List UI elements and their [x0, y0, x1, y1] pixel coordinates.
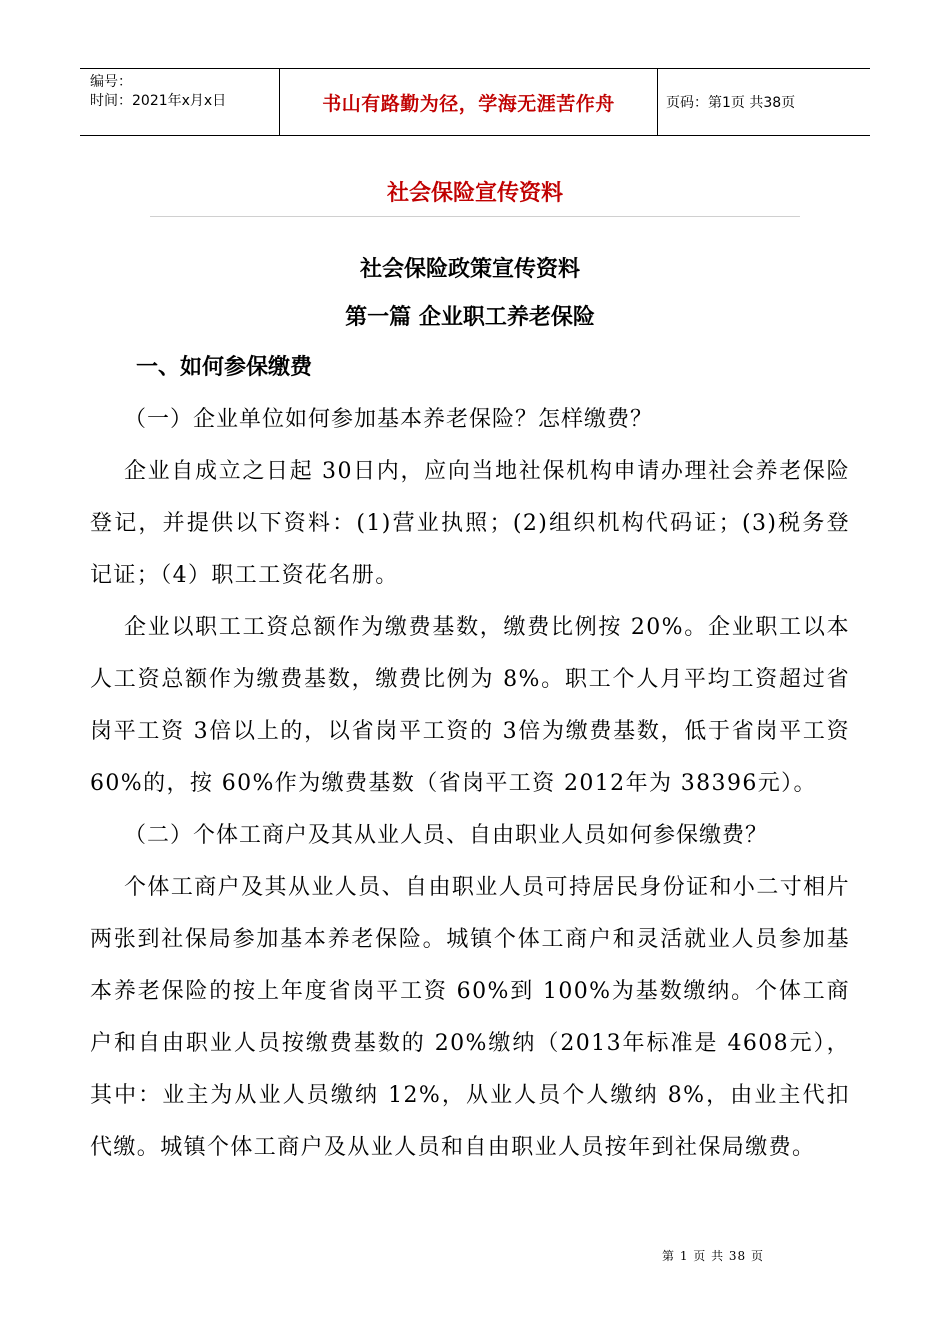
document-title: 社会保险宣传资料 [386, 181, 563, 206]
page-header [80, 68, 870, 136]
page-footer: 第 1 页 共 38 页 [662, 1249, 764, 1263]
header-page-label: 页码：第1页 共38页 [666, 95, 796, 111]
title-divider [150, 216, 800, 217]
chapter-heading: 第一篇 企业职工养老保险 [345, 305, 595, 330]
paragraph-registration: 企业自成立之日起 30日内，应向当地社保机构申请办理社会养老保险登记，并提供以下资料：(1)营业执照；(2)组织机构代码证；(3)税务登记证；（4）职工工资花名册。 [90, 459, 850, 588]
section-heading: 一、如何参保缴费 [136, 355, 313, 380]
subsection-heading-1: （一）企业单位如何参加基本养老保险？怎样缴费？ [124, 407, 654, 432]
document-body [90, 246, 850, 1174]
subsection-heading-2: （二）个体工商户及其从业人员、自由职业人员如何参保缴费？ [124, 823, 769, 848]
paragraph-self-employed: 个体工商户及其从业人员、自由职业人员可持居民身份证和小二寸相片两张到社保局参加基本养老保险。城镇个体工商户和灵活就业人员参加基本养老保险的按上年度省岗平工资 60%到 100%为基数缴纳。个体工商户和自由职业人员按缴费基数的 20%缴纳（2013年标准是 4608元），其中：业主为从业人员缴纳 12%，从业人员个人缴纳 8%，由业主代扣代缴。城镇个体工商户及从业人员和自由职业人员按年到社保局缴费。 [90, 875, 850, 1160]
main-heading: 社会保险政策宣传资料 [359, 257, 580, 282]
date-label: 时间：2021年x月x日 [90, 93, 227, 109]
header-motto: 书山有路勤为径，学海无涯苦作舟 [280, 69, 658, 135]
header-info-cell [80, 69, 280, 135]
paragraph-contribution: 企业以职工工资总额作为缴费基数，缴费比例按 20%。企业职工以本人工资总额作为缴费基数，缴费比例为 8%。职工个人月平均工资超过省岗平工资 3倍以上的，以省岗平工资的 3倍为缴费基数，低于省岗平工资 60%的，按 60%作为缴费基数（省岗平工资 2012年为 38396元）。 [90, 615, 850, 796]
doc-number-label: 编号： [90, 74, 132, 90]
